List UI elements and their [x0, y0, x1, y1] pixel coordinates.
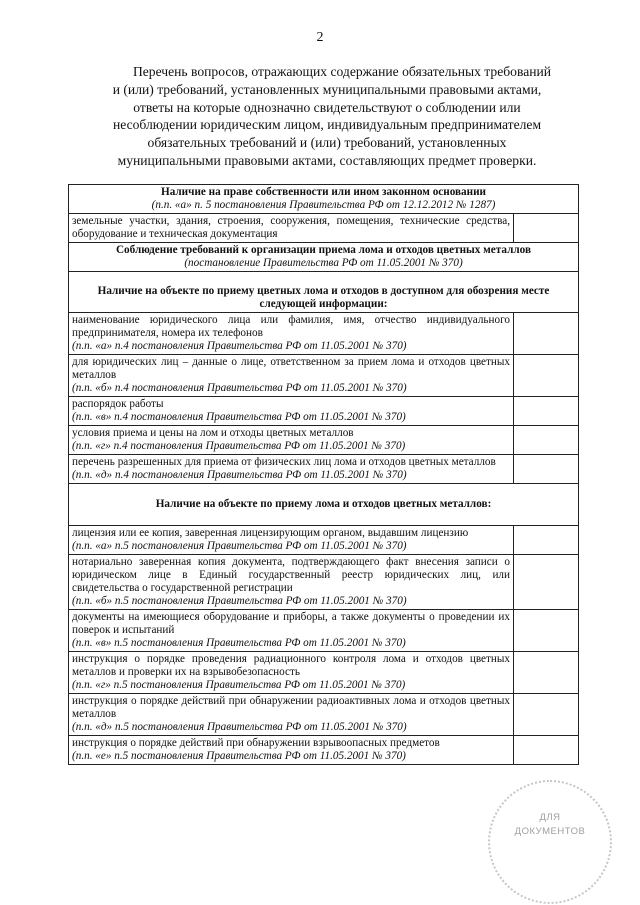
requirement-cell [69, 555, 514, 610]
faded-stamp [488, 780, 612, 904]
section-header-row [69, 243, 579, 272]
answer-cell[interactable] [514, 652, 579, 694]
requirement-cell [69, 526, 514, 555]
section-reference: (п.п. «а» п. 5 постановления Правительства РФ от 12.12.2012 № 1287) [151, 199, 496, 211]
answer-cell[interactable] [514, 455, 579, 484]
checklist-row [69, 736, 579, 765]
requirement-cell [69, 355, 514, 397]
requirement-reference: (п.п. «в» п.5 постановления Правительства РФ от 11.05.2001 № 370) [72, 637, 406, 649]
requirement-text: условия приема и цены на лом и отходы цветных металлов [72, 427, 354, 439]
checklist-row [69, 526, 579, 555]
checklist-row [69, 397, 579, 426]
page-number: 2 [316, 30, 324, 45]
answer-cell[interactable] [514, 610, 579, 652]
heading-line: Перечень вопросов, отражающих содержание обязательных требований [132, 64, 552, 79]
requirement-reference: (п.п. «г» п.4 постановления Правительства РФ от 11.05.2001 № 370) [72, 440, 406, 452]
requirement-cell [69, 455, 514, 484]
section-header-row [69, 272, 579, 313]
heading-line: несоблюдении юридическим лицом, индивидуальным предпринимателем [112, 117, 542, 133]
requirement-cell [69, 652, 514, 694]
checklist-row [69, 694, 579, 736]
section-header [69, 272, 579, 313]
requirement-reference: (п.п. «в» п.4 постановления Правительства РФ от 11.05.2001 № 370) [72, 411, 406, 423]
checklist-row [69, 214, 579, 243]
answer-cell[interactable] [514, 397, 579, 426]
heading-line: и (или) требований, установленных муниципальными правовыми актами, [112, 81, 542, 97]
answer-cell[interactable] [514, 313, 579, 355]
heading-line: муниципальными правовыми актами, составляющих предмет проверки. [117, 152, 537, 168]
requirement-reference: (п.п. «д» п.5 постановления Правительства РФ от 11.05.2001 № 370) [72, 721, 407, 733]
section-header [69, 185, 579, 214]
heading-line: обязательных требований и (или) требований, установленных [147, 135, 507, 151]
section-title: Соблюдение требований к организации приема лома и отходов цветных металлов [115, 244, 532, 256]
answer-cell[interactable] [514, 694, 579, 736]
requirement-text: инструкция о порядке действий при обнаружении взрывоопасных предметов [72, 737, 440, 749]
checklist-row [69, 355, 579, 397]
answer-cell[interactable] [514, 426, 579, 455]
requirement-reference: (п.п. «а» п.5 постановления Правительства РФ от 11.05.2001 № 370) [72, 540, 407, 552]
answer-cell[interactable] [514, 526, 579, 555]
document-heading [64, 63, 590, 170]
answer-cell[interactable] [514, 555, 579, 610]
requirement-reference: (п.п. «б» п.4 постановления Правительства РФ от 11.05.2001 № 370) [72, 382, 407, 394]
section-header-row [69, 185, 579, 214]
section-header [69, 243, 579, 272]
requirement-reference: (п.п. «е» п.5 постановления Правительства РФ от 11.05.2001 № 370) [72, 750, 406, 762]
requirement-text: документы на имеющиеся оборудование и приборы, а также документы о проведении их поверок и испытаний [72, 611, 510, 636]
checklist-row [69, 455, 579, 484]
requirements-checklist [68, 184, 579, 765]
requirement-cell [69, 610, 514, 652]
requirement-cell [69, 214, 514, 243]
checklist-row [69, 426, 579, 455]
answer-cell[interactable] [514, 736, 579, 765]
requirement-reference: (п.п. «а» п.4 постановления Правительства РФ от 11.05.2001 № 370) [72, 340, 407, 352]
requirement-text: для юридических лиц – данные о лице, ответственном за прием лома и отходов цветных металлов [72, 356, 510, 381]
requirement-cell [69, 313, 514, 355]
stamp-text: ДЛЯ [539, 812, 561, 823]
answer-cell[interactable] [514, 355, 579, 397]
checklist-row [69, 610, 579, 652]
section-header-row [69, 484, 579, 526]
requirement-text: наименование юридического лица или фамилия, имя, отчество индивидуального предпринимателя, номера их телефонов [72, 314, 510, 339]
requirement-reference: (п.п. «б» п.5 постановления Правительства РФ от 11.05.2001 № 370) [72, 595, 407, 607]
requirement-text: перечень разрешенных для приема от физических лиц лома и отходов цветных металлов [72, 456, 496, 468]
section-reference: (постановление Правительства РФ от 11.05.2001 № 370) [184, 257, 463, 269]
requirement-cell [69, 736, 514, 765]
stamp-text: ДОКУМЕНТОВ [514, 826, 586, 837]
checklist-row [69, 555, 579, 610]
section-title: Наличие на объекте по приему лома и отходов цветных металлов: [155, 498, 492, 510]
heading-line: ответы на которые однозначно свидетельствуют о соблюдении или [133, 99, 521, 115]
requirement-cell [69, 426, 514, 455]
requirement-text: земельные участки, здания, строения, сооружения, помещения, технические средства, оборудование и техническая документация [72, 215, 510, 240]
checklist-row [69, 652, 579, 694]
section-title: Наличие на праве собственности или ином законном основании [161, 186, 486, 198]
requirement-text: нотариально заверенная копия документа, подтверждающего факт внесения записи о юридическом лице в Единый государственный реестр юридических лиц, или свидетельства о государственной регистрации [72, 556, 510, 594]
section-title: Наличие на объекте по приему цветных лома и отходов в доступном для обозрения месте следующей информации: [97, 285, 550, 310]
requirement-text: инструкция о порядке действий при обнаружении радиоактивных лома и отходов цветных металлов [72, 695, 510, 720]
requirement-reference: (п.п. «д» п.4 постановления Правительства РФ от 11.05.2001 № 370) [72, 469, 407, 481]
requirement-cell [69, 694, 514, 736]
requirement-reference: (п.п. «г» п.5 постановления Правительства РФ от 11.05.2001 № 370) [72, 679, 406, 691]
section-header [69, 484, 579, 526]
requirement-text: распорядок работы [72, 398, 164, 410]
requirement-text: инструкция о порядке проведения радиационного контроля лома и отходов цветных металлов и проверки их на взрывобезопасность [72, 653, 510, 678]
requirement-text: лицензия или ее копия, заверенная лицензирующим органом, выдавшим лицензию [72, 527, 469, 539]
checklist-row [69, 313, 579, 355]
requirement-cell [69, 397, 514, 426]
answer-cell[interactable] [514, 214, 579, 243]
